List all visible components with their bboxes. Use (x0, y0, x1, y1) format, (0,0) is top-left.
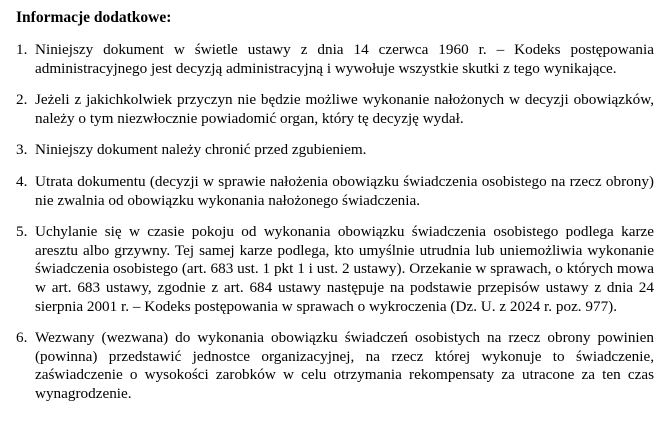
list-item (16, 173, 654, 210)
list-item (16, 223, 654, 316)
list-item-number: 5. (16, 223, 28, 241)
list-item-number: 2. (16, 91, 28, 109)
list-item (16, 41, 654, 78)
info-list (16, 41, 654, 404)
list-item-text: Niniejszy dokument należy chronić przed zgubieniem. (35, 141, 367, 159)
list-item-text: Niniejszy dokument w świetle ustawy z dnia 14 czerwca 1960 r. – Kodeks postępowania administracyjnego jest decyzją administracyjną i wywołuje wszystkie skutki z tego wynikające. (35, 41, 654, 77)
list-item-number: 1. (16, 41, 28, 58)
list-item-text: Utrata dokumentu (decyzji w sprawie nałożenia obowiązku świadczenia osobistego na rzecz obrony) nie zwalnia od obowiązku wykonania nałożonego świadczenia. (35, 172, 654, 209)
list-item-text: Wezwany (wezwana) do wykonania obowiązku świadczeń osobistych na rzecz obrony powinien (powinna) przedstawić jednostce organizacyjnej, na rzecz której wykonuje to świadczenie, zaświadczenie o wysokości zarobków w celu otrzymania rekompensaty za utracone za ten czas wynagrodzenie. (35, 329, 654, 402)
list-item (16, 91, 654, 128)
list-item-number: 6. (16, 329, 28, 347)
list-item (16, 329, 654, 403)
section-heading: Informacje dodatkowe: (16, 9, 172, 26)
list-item-number: 3. (16, 141, 28, 159)
list-item (16, 141, 654, 160)
list-item-number: 4. (16, 172, 28, 190)
list-item-text: Uchylanie się w czasie pokoju od wykonania obowiązku świadczenia osobistego podlega karze aresztu albo grzywny. Tej samej karze podlega, kto umyślnie utrudnia lub uniemożliwia wykonanie świadczenia osobistego (art. 683 ust. 1 pkt 1 i ust. 2 ustawy). Orzekanie w sprawach, o których mowa w art. 683 ustawy, zgodnie z art. 684 ustawy następuje na podstawie przepisów ustawy z dnia 24 sierpnia 2001 r. – Kodeks postępowania w sprawach o wykroczenia (Dz. U. z 2024 r. poz. 977). (35, 223, 654, 315)
list-item-text: Jeżeli z jakichkolwiek przyczyn nie będzie możliwe wykonanie nałożonych w decyzji obowiązków, należy o tym niezwłocznie powiadomić organ, który tę decyzję wydał. (35, 91, 654, 127)
